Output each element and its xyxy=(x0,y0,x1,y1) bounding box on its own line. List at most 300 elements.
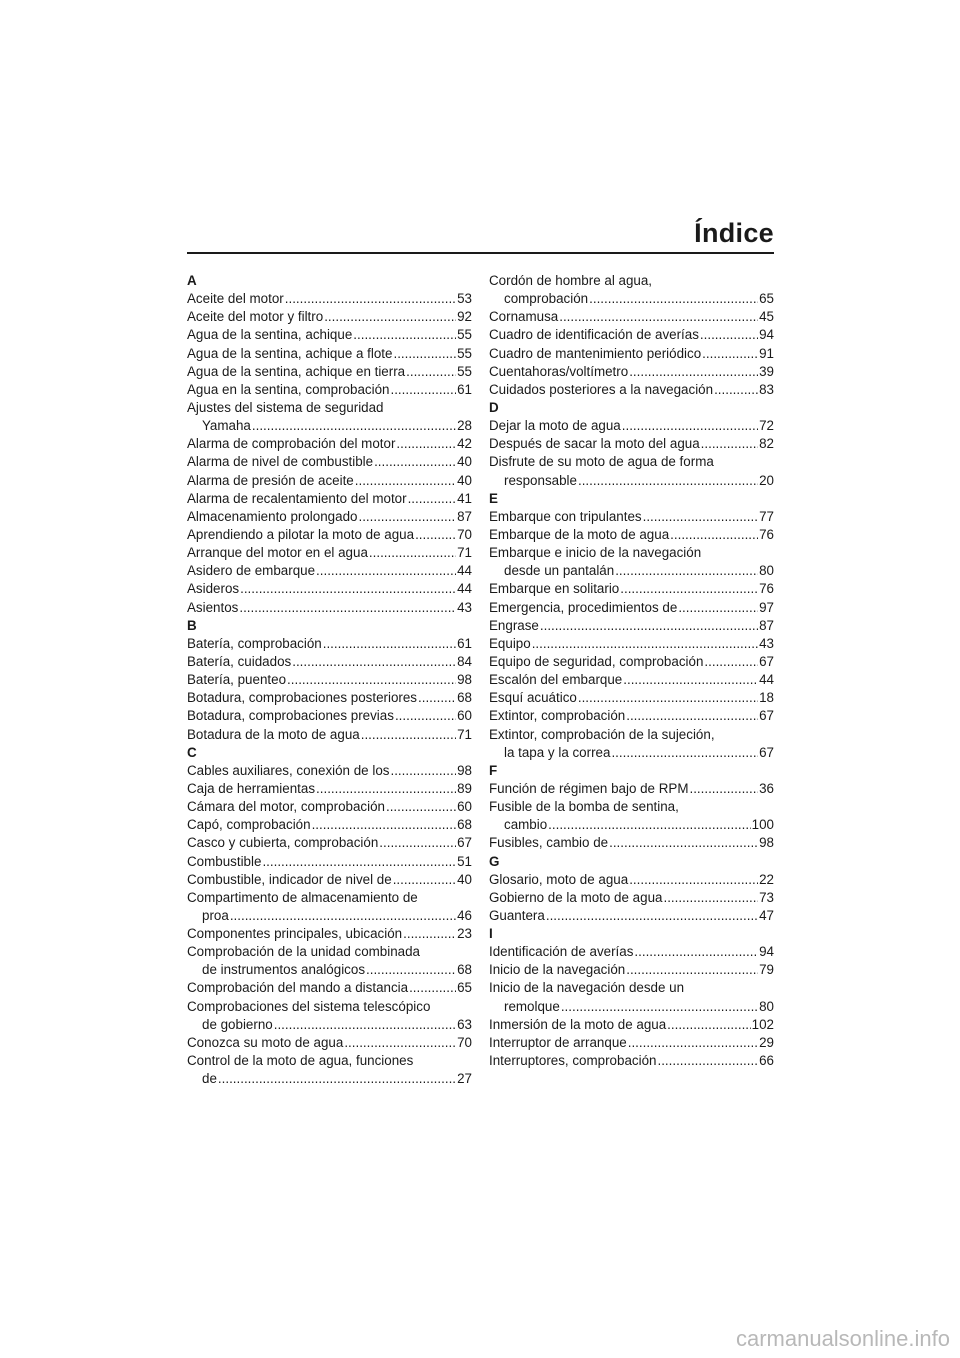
index-entry xyxy=(187,381,472,399)
index-entry-page: 47 xyxy=(759,907,774,923)
index-entry-text: Aceite del motor xyxy=(187,291,284,307)
dot-leader xyxy=(578,689,758,707)
index-entry xyxy=(187,689,472,707)
index-entry xyxy=(489,707,774,725)
index-entry-text: Extintor, comprobación xyxy=(489,708,626,724)
dot-leader xyxy=(285,290,456,308)
index-entry-text: Control de la moto de agua, funciones xyxy=(187,1053,414,1069)
index-entry-page: 94 xyxy=(759,327,774,343)
dot-leader xyxy=(667,1016,750,1034)
index-entry xyxy=(187,453,472,471)
index-entry xyxy=(187,490,472,508)
dot-leader xyxy=(316,562,456,580)
index-entry-text: Después de sacar la moto del agua xyxy=(489,436,700,452)
index-entry-page: 55 xyxy=(457,327,472,343)
index-entry-text: Agua de la sentina, achique en tierra xyxy=(187,363,406,379)
index-entry-page: 55 xyxy=(457,363,472,379)
index-entry-text: Escalón del embarque xyxy=(489,672,623,688)
index-entry-text: Cámara del motor, comprobación xyxy=(187,799,385,815)
index-entry xyxy=(489,345,774,363)
index-column-right xyxy=(489,272,774,1070)
index-entry xyxy=(489,599,774,617)
dot-leader xyxy=(393,345,456,363)
index-entry-text: la tapa y la correa xyxy=(504,744,611,760)
title-divider xyxy=(187,252,774,254)
index-entry-page: 51 xyxy=(457,853,472,869)
dot-leader xyxy=(366,961,456,979)
index-entry-page: 53 xyxy=(457,291,472,307)
dot-leader xyxy=(218,1070,456,1088)
index-entry-page: 91 xyxy=(759,345,774,361)
index-entry-text: Alarma de recalentamiento del motor xyxy=(187,490,407,506)
index-entry-page: 20 xyxy=(759,472,774,488)
dot-leader xyxy=(390,762,456,780)
index-entry-text: Asideros xyxy=(187,581,240,597)
index-entry-text: comprobación xyxy=(504,291,589,307)
index-entry-page: 41 xyxy=(457,490,472,506)
dot-leader xyxy=(274,1016,456,1034)
index-entry xyxy=(489,1016,774,1034)
index-entry-page: 23 xyxy=(457,926,472,942)
index-entry xyxy=(187,798,472,816)
index-entry-text: Comprobación del mando a distancia xyxy=(187,980,409,996)
index-entry-page: 46 xyxy=(457,907,472,923)
dot-leader xyxy=(287,671,456,689)
dot-leader xyxy=(403,925,456,943)
index-entry xyxy=(187,1016,472,1034)
index-entry-text: Batería, comprobación xyxy=(187,635,322,651)
index-entry xyxy=(187,599,472,617)
index-entry xyxy=(489,290,774,308)
index-entry-page: 70 xyxy=(457,526,472,542)
index-entry xyxy=(187,871,472,889)
index-entry-page: 102 xyxy=(751,1016,774,1032)
index-letter-heading: D xyxy=(489,399,499,415)
dot-leader xyxy=(292,653,456,671)
index-entry-page: 76 xyxy=(759,526,774,542)
index-entry-page: 36 xyxy=(759,780,774,796)
index-entry xyxy=(187,653,472,671)
index-entry-page: 29 xyxy=(759,1034,774,1050)
dot-leader xyxy=(323,635,456,653)
index-entry-page: 18 xyxy=(759,690,774,706)
index-column-left xyxy=(187,272,472,1088)
dot-leader xyxy=(714,381,758,399)
dot-leader xyxy=(353,326,456,344)
index-entry-text: Conozca su moto de agua xyxy=(187,1034,344,1050)
index-entry-page: 60 xyxy=(457,799,472,815)
dot-leader xyxy=(393,871,456,889)
index-entry-text: Esquí acuático xyxy=(489,690,577,706)
index-entry-text: proa xyxy=(202,907,229,923)
dot-leader xyxy=(324,308,456,326)
index-entry xyxy=(489,453,774,471)
index-entry-page: 72 xyxy=(759,418,774,434)
index-entry-text: Compartimento de almacenamiento de xyxy=(187,889,418,905)
index-entry-text: Disfrute de su moto de agua de forma xyxy=(489,454,714,470)
dot-leader xyxy=(561,998,758,1016)
index-entry xyxy=(187,762,472,780)
index-entry xyxy=(489,780,774,798)
index-entry-text: Glosario, moto de agua xyxy=(489,871,629,887)
index-entry-page: 28 xyxy=(457,418,472,434)
index-entry-page: 97 xyxy=(759,599,774,615)
index-entry xyxy=(187,399,472,417)
dot-leader xyxy=(262,853,456,871)
dot-leader xyxy=(240,580,456,598)
index-entry xyxy=(489,798,774,816)
dot-leader xyxy=(589,290,758,308)
index-entry-page: 44 xyxy=(759,672,774,688)
dot-leader xyxy=(702,345,758,363)
index-entry-page: 55 xyxy=(457,345,472,361)
dot-leader xyxy=(559,308,758,326)
index-entry-text: Cordón de hombre al agua, xyxy=(489,273,653,288)
index-entry-page: 68 xyxy=(457,690,472,706)
index-entry-text: Asientos xyxy=(187,599,239,615)
index-entry-page: 65 xyxy=(759,291,774,307)
index-entry xyxy=(187,290,472,308)
index-entry-text: Botadura de la moto de agua xyxy=(187,726,360,742)
index-entry xyxy=(187,853,472,871)
index-entry xyxy=(187,961,472,979)
dot-leader xyxy=(629,871,758,889)
index-entry-page: 40 xyxy=(457,472,472,488)
dot-leader xyxy=(611,744,758,762)
index-entry xyxy=(489,417,774,435)
dot-leader xyxy=(622,417,758,435)
index-entry-page: 63 xyxy=(457,1016,472,1032)
index-entry xyxy=(489,961,774,979)
index-entry xyxy=(489,744,774,762)
dot-leader xyxy=(643,508,759,526)
index-entry-page: 79 xyxy=(759,962,774,978)
index-entry xyxy=(187,1052,472,1070)
dot-leader xyxy=(358,508,456,526)
index-entry xyxy=(489,526,774,544)
dot-leader xyxy=(657,1052,758,1070)
index-entry xyxy=(187,671,472,689)
index-entry xyxy=(187,345,472,363)
index-entry-page: 67 xyxy=(759,708,774,724)
dot-leader xyxy=(316,780,456,798)
index-entry-text: de xyxy=(202,1071,217,1087)
index-entry-text: Yamaha xyxy=(202,418,251,434)
index-entry-text: Inmersión de la moto de agua xyxy=(489,1016,667,1032)
index-entry-text: Embarque e inicio de la navegación xyxy=(489,545,702,561)
index-entry-text: Extintor, comprobación de la sujeción, xyxy=(489,726,715,742)
dot-leader xyxy=(374,453,456,471)
index-entry-text: de instrumentos analógicos xyxy=(202,962,366,978)
index-entry xyxy=(187,1034,472,1052)
index-entry-page: 67 xyxy=(759,744,774,760)
index-entry-text: Engrase xyxy=(489,617,539,633)
index-entry-text: de gobierno xyxy=(202,1016,273,1032)
index-entry xyxy=(489,308,774,326)
index-entry-page: 83 xyxy=(759,381,774,397)
index-entry-text: Asidero de embarque xyxy=(187,563,316,579)
index-entry-text: Cuentahoras/voltímetro xyxy=(489,363,629,379)
dot-leader xyxy=(355,472,456,490)
index-entry-page: 67 xyxy=(457,835,472,851)
index-entry-page: 80 xyxy=(759,563,774,579)
index-letter-heading: I xyxy=(489,926,493,942)
index-entry xyxy=(187,707,472,725)
index-entry-page: 87 xyxy=(759,617,774,633)
dot-leader xyxy=(369,544,456,562)
dot-leader xyxy=(409,979,456,997)
dot-leader xyxy=(418,689,456,707)
index-entry xyxy=(489,671,774,689)
dot-leader xyxy=(701,435,758,453)
index-entry-page: 92 xyxy=(457,309,472,325)
dot-leader xyxy=(615,562,758,580)
index-entry-text: responsable xyxy=(504,472,577,488)
index-entry-page: 65 xyxy=(457,980,472,996)
index-entry xyxy=(187,925,472,943)
index-entry-page: 70 xyxy=(457,1034,472,1050)
index-entry-text: Interruptores, comprobación xyxy=(489,1053,657,1069)
dot-leader xyxy=(670,526,758,544)
index-entry-text: cambio xyxy=(504,817,548,833)
index-entry-text: Agua en la sentina, comprobación xyxy=(187,381,390,397)
index-entry-text: Componentes principales, ubicación xyxy=(187,926,403,942)
dot-leader xyxy=(663,889,758,907)
index-entry xyxy=(187,889,472,907)
index-entry-text: Fusibles, cambio de xyxy=(489,835,609,851)
index-entry xyxy=(187,580,472,598)
dot-leader xyxy=(379,834,456,852)
index-entry xyxy=(489,1052,774,1070)
index-entry xyxy=(187,417,472,435)
index-entry xyxy=(489,508,774,526)
dot-leader xyxy=(626,961,758,979)
dot-leader xyxy=(406,363,456,381)
index-entry-page: 27 xyxy=(457,1071,472,1087)
index-entry-page: 66 xyxy=(759,1053,774,1069)
index-entry-text: Aprendiendo a pilotar la moto de agua xyxy=(187,526,415,542)
index-entry-text: Almacenamiento prolongado xyxy=(187,508,358,524)
index-entry-text: Batería, cuidados xyxy=(187,653,292,669)
index-entry-text: Cornamusa xyxy=(489,309,559,325)
dot-leader xyxy=(344,1034,456,1052)
dot-leader xyxy=(620,580,758,598)
index-entry xyxy=(187,472,472,490)
index-entry-text: Inicio de la navegación desde un xyxy=(489,980,685,996)
index-entry xyxy=(187,907,472,925)
index-entry-text: Botadura, comprobaciones posteriores xyxy=(187,690,418,706)
dot-leader xyxy=(390,381,456,399)
dot-leader xyxy=(252,417,456,435)
index-entry xyxy=(187,998,472,1016)
index-entry-text: Comprobación de la unidad combinada xyxy=(187,944,421,960)
dot-leader xyxy=(626,707,758,725)
index-entry-page: 40 xyxy=(457,871,472,887)
index-entry-page: 77 xyxy=(759,508,774,524)
index-entry xyxy=(187,726,472,744)
index-entry-text: Ajustes del sistema de seguridad xyxy=(187,399,384,415)
dot-leader xyxy=(396,435,456,453)
index-entry xyxy=(187,544,472,562)
dot-leader xyxy=(239,599,456,617)
index-entry-text: Gobierno de la moto de agua xyxy=(489,889,663,905)
index-letter-heading: G xyxy=(489,853,500,869)
index-letter-heading: E xyxy=(489,490,498,506)
index-entry-text: Embarque con tripulantes xyxy=(489,508,642,524)
index-entry xyxy=(489,472,774,490)
index-entry-page: 80 xyxy=(759,998,774,1014)
dot-leader xyxy=(395,707,456,725)
dot-leader xyxy=(386,798,456,816)
index-entry xyxy=(489,726,774,744)
index-entry-page: 60 xyxy=(457,708,472,724)
index-entry-page: 94 xyxy=(759,944,774,960)
index-entry-text: desde un pantalán xyxy=(504,563,615,579)
index-entry-text: Equipo de seguridad, comprobación xyxy=(489,653,704,669)
index-entry-page: 84 xyxy=(457,653,472,669)
dot-leader xyxy=(634,943,758,961)
index-entry xyxy=(187,816,472,834)
index-entry-text: Guantera xyxy=(489,907,545,923)
index-letter-heading: A xyxy=(187,273,197,288)
index-entry-text: Agua de la sentina, achique xyxy=(187,327,353,343)
index-entry xyxy=(187,508,472,526)
index-entry xyxy=(489,816,774,834)
dot-leader xyxy=(628,1034,758,1052)
index-entry xyxy=(187,562,472,580)
index-entry-text: Alarma de nivel de combustible xyxy=(187,454,374,470)
dot-leader xyxy=(678,599,758,617)
index-entry xyxy=(187,1070,472,1088)
index-entry xyxy=(489,871,774,889)
index-entry-text: Casco y cubierta, comprobación xyxy=(187,835,379,851)
index-entry-page: 89 xyxy=(457,780,472,796)
index-entry-text: Alarma de presión de aceite xyxy=(187,472,354,488)
index-entry-text: Botadura, comprobaciones previas xyxy=(187,708,394,724)
index-entry-page: 67 xyxy=(759,653,774,669)
index-entry xyxy=(489,580,774,598)
index-entry-text: Aceite del motor y filtro xyxy=(187,309,324,325)
page-title: Índice xyxy=(694,218,774,248)
index-entry-text: Dejar la moto de agua xyxy=(489,418,621,434)
index-entry xyxy=(489,326,774,344)
index-entry-page: 68 xyxy=(457,962,472,978)
index-entry-text: Cuidados posteriores a la navegación xyxy=(489,381,714,397)
dot-leader xyxy=(312,816,457,834)
index-entry-page: 98 xyxy=(457,672,472,688)
index-entry xyxy=(489,562,774,580)
index-entry-page: 44 xyxy=(457,581,472,597)
index-entry xyxy=(489,1034,774,1052)
index-entry xyxy=(187,979,472,997)
index-entry xyxy=(489,979,774,997)
index-entry-text: Inicio de la navegación xyxy=(489,962,626,978)
index-entry-page: 39 xyxy=(759,363,774,379)
dot-leader xyxy=(415,526,456,544)
index-entry-page: 40 xyxy=(457,454,472,470)
index-entry-page: 82 xyxy=(759,436,774,452)
index-entry-text: Agua de la sentina, achique a flote xyxy=(187,345,393,361)
index-entry xyxy=(187,943,472,961)
index-entry-text: Equipo xyxy=(489,635,531,651)
dot-leader xyxy=(629,363,758,381)
index-entry-text: Embarque en solitario xyxy=(489,581,620,597)
index-entry-text: Emergencia, procedimientos de xyxy=(489,599,678,615)
index-entry xyxy=(187,326,472,344)
index-entry-text: Cuadro de identificación de averías xyxy=(489,327,699,343)
index-entry-page: 98 xyxy=(759,835,774,851)
dot-leader xyxy=(704,653,758,671)
index-entry-page: 76 xyxy=(759,581,774,597)
index-entry xyxy=(187,635,472,653)
index-entry xyxy=(489,635,774,653)
dot-leader xyxy=(230,907,456,925)
index-entry-page: 44 xyxy=(457,563,472,579)
index-entry-text: Combustible xyxy=(187,853,262,869)
index-entry xyxy=(187,834,472,852)
index-entry xyxy=(489,834,774,852)
dot-leader xyxy=(532,635,758,653)
dot-leader xyxy=(546,907,758,925)
index-entry xyxy=(489,943,774,961)
index-entry-text: Capó, comprobación xyxy=(187,817,311,833)
index-entry-page: 73 xyxy=(759,889,774,905)
index-entry-page: 68 xyxy=(457,817,472,833)
index-entry xyxy=(489,653,774,671)
index-entry xyxy=(489,907,774,925)
index-entry-page: 22 xyxy=(759,871,774,887)
dot-leader xyxy=(548,816,750,834)
index-entry-text: Función de régimen bajo de RPM xyxy=(489,780,689,796)
index-letter-heading: C xyxy=(187,744,197,760)
index-entry-page: 43 xyxy=(759,635,774,651)
index-entry-page: 43 xyxy=(457,599,472,615)
index-entry xyxy=(187,526,472,544)
index-entry xyxy=(489,998,774,1016)
index-entry-text: Batería, puenteo xyxy=(187,672,287,688)
dot-leader xyxy=(689,780,758,798)
index-entry-page: 71 xyxy=(457,545,472,561)
index-entry-page: 87 xyxy=(457,508,472,524)
dot-leader xyxy=(408,490,457,508)
index-entry-text: Fusible de la bomba de sentina, xyxy=(489,799,679,815)
index-entry xyxy=(489,544,774,562)
index-letter-heading: B xyxy=(187,617,197,633)
footer-watermark: carmanualsonline.info xyxy=(735,1326,950,1351)
index-entry-text: Identificación de averías xyxy=(489,944,634,960)
index-entry-page: 71 xyxy=(457,726,472,742)
index-letter-heading: F xyxy=(489,762,498,778)
index-entry xyxy=(187,780,472,798)
dot-leader xyxy=(361,726,456,744)
index-entry-text: Cables auxiliares, conexión de los xyxy=(187,762,390,778)
dot-leader xyxy=(609,834,758,852)
index-entry-page: 61 xyxy=(457,635,472,651)
index-entry-text: Comprobaciones del sistema telescópico xyxy=(187,998,431,1014)
dot-leader xyxy=(623,671,758,689)
index-entry-text: Cuadro de mantenimiento periódico xyxy=(489,345,702,361)
index-entry xyxy=(187,363,472,381)
index-entry xyxy=(489,689,774,707)
index-entry xyxy=(489,381,774,399)
index-entry-page: 98 xyxy=(457,762,472,778)
index-entry xyxy=(489,617,774,635)
index-entry-page: 61 xyxy=(457,381,472,397)
index-entry-page: 42 xyxy=(457,436,472,452)
index-entry-text: Alarma de comprobación del motor xyxy=(187,436,396,452)
index-entry xyxy=(187,308,472,326)
dot-leader xyxy=(540,617,758,635)
